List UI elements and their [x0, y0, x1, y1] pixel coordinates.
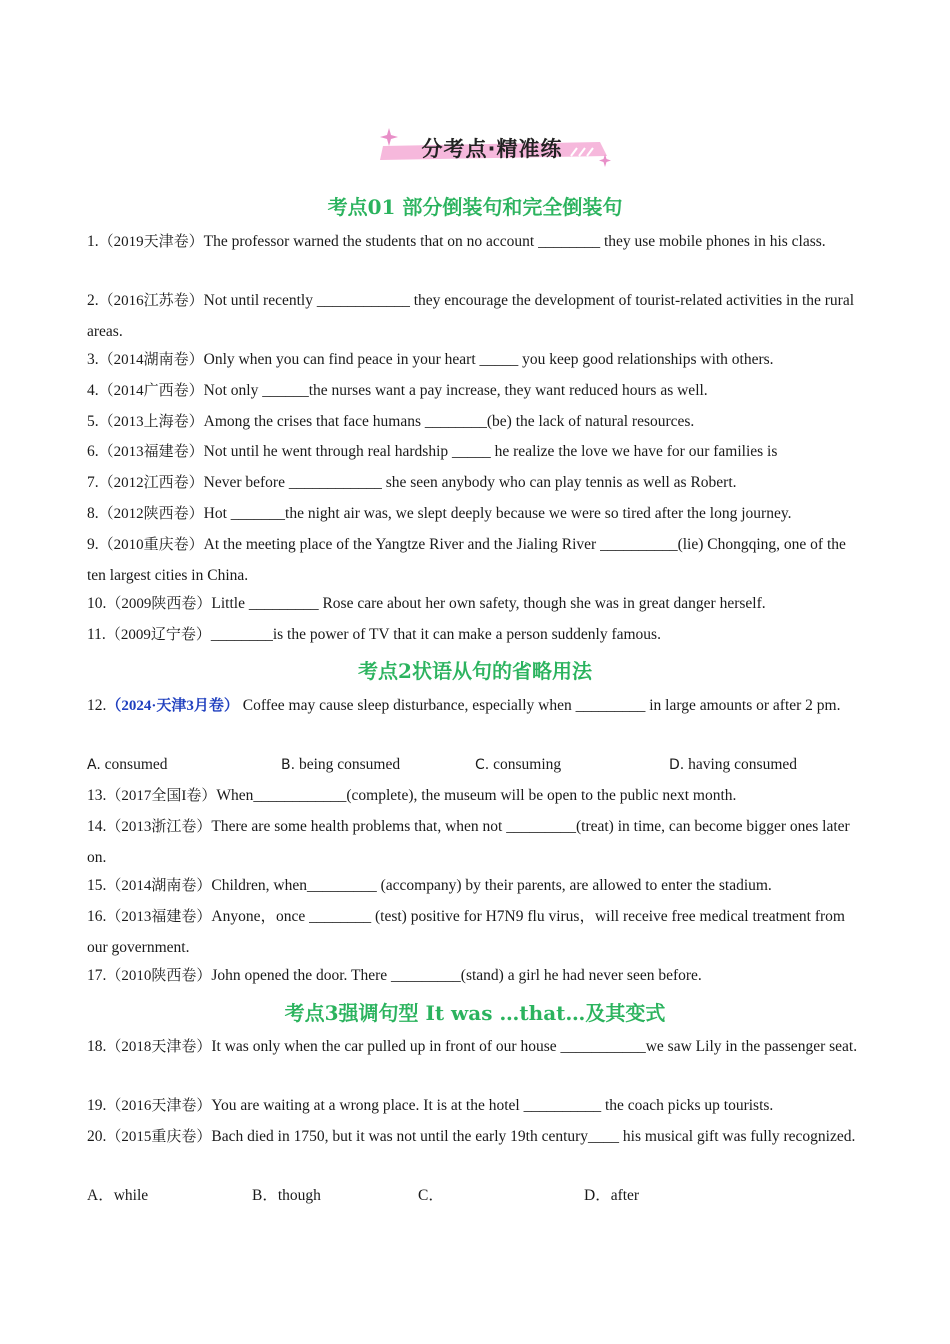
question-20: 20.（2015重庆卷）Bach died in 1750, but it was not until the early 19th century____ his musical gift was fully recognized. [87, 1128, 856, 1145]
question-2: 2.（2016江苏卷）Not until recently ____________ they encourage the development of tourist-related activities in the rural areas. [87, 292, 855, 340]
option-20-b: B．though [252, 1187, 321, 1204]
section-title-3: 考点3强调句型 It was …that…及其变式 [284, 1001, 666, 1025]
question-9: 9.（2010重庆卷）At the meeting place of the Yangtze River and the Jialing River __________(lie) Chongqing, one of the ten largest cities in China. [87, 536, 846, 584]
question-10: 10.（2009陕西卷）Little _________ Rose care about her own safety, though she was in great danger herself. [87, 595, 766, 612]
question-5: 5.（2013上海卷）Among the crises that face humans ________(be) the lack of natural resources. [87, 413, 695, 430]
question-8: 8.（2012陕西卷）Hot _______the night air was, we slept deeply because we were so tired after the long journey. [87, 505, 792, 522]
option-20-d: D．after [584, 1187, 640, 1204]
option-12-a: A. consumed [87, 756, 168, 773]
question-15: 15.（2014湖南卷）Children, when_________ (accompany) by their parents, are allowed to enter the stadium. [87, 877, 772, 894]
question-11: 11.（2009辽宁卷）________is the power of TV that it can make a person suddenly famous. [87, 626, 661, 643]
banner-title: 分考点·精准练 [421, 137, 563, 161]
option-20-c: C． [418, 1187, 444, 1204]
question-4: 4.（2014广西卷）Not only ______the nurses want a pay increase, they want reduced hours as well. [87, 382, 708, 399]
option-12-d: D. having consumed [669, 756, 798, 773]
option-12-b: B. being consumed [281, 756, 401, 773]
question-3: 3.（2014湖南卷）Only when you can find peace in your heart _____ you keep good relationships with others. [87, 351, 774, 368]
question-7: 7.（2012江西卷）Never before ____________ she seen anybody who can play tennis as well as Robert. [87, 474, 737, 491]
option-20-a: A．while [87, 1187, 149, 1204]
question-13: 13.（2017全国I卷）When____________(complete), the museum will be open to the public next month. [87, 787, 737, 804]
question-17: 17.（2010陕西卷）John opened the door. There _________(stand) a girl he had never seen before. [87, 967, 702, 984]
option-12-c: C. consuming [475, 756, 562, 773]
section-title-2: 考点2状语从句的省略用法 [358, 659, 592, 683]
question-14: 14.（2013浙江卷）There are some health problems that, when not _________(treat) in time, can become bigger ones later on. [87, 818, 850, 866]
question-6: 6.（2013福建卷）Not until he went through real hardship _____ he realize the love we have for our families is [87, 443, 778, 460]
question-16: 16.（2013福建卷）Anyone，once ________ (test) positive for H7N9 flu virus，will receive free medical treatment from our government. [87, 908, 845, 956]
section-banner [375, 126, 615, 170]
section-title-1: 考点01 部分倒装句和完全倒装句 [327, 195, 623, 219]
question-12: 12.（2024·天津3月卷） Coffee may cause sleep disturbance, especially when _________ in large amounts or after 2 pm. [87, 697, 841, 714]
question-18: 18.（2018天津卷）It was only when the car pulled up in front of our house ___________we saw Lily in the passenger seat. [87, 1038, 858, 1055]
question-1: 1.（2019天津卷）The professor warned the students that on no account ________ they use mobile phones in his class. [87, 233, 826, 250]
question-19: 19.（2016天津卷）You are waiting at a wrong place. It is at the hotel __________ the coach picks up tourists. [87, 1097, 774, 1114]
